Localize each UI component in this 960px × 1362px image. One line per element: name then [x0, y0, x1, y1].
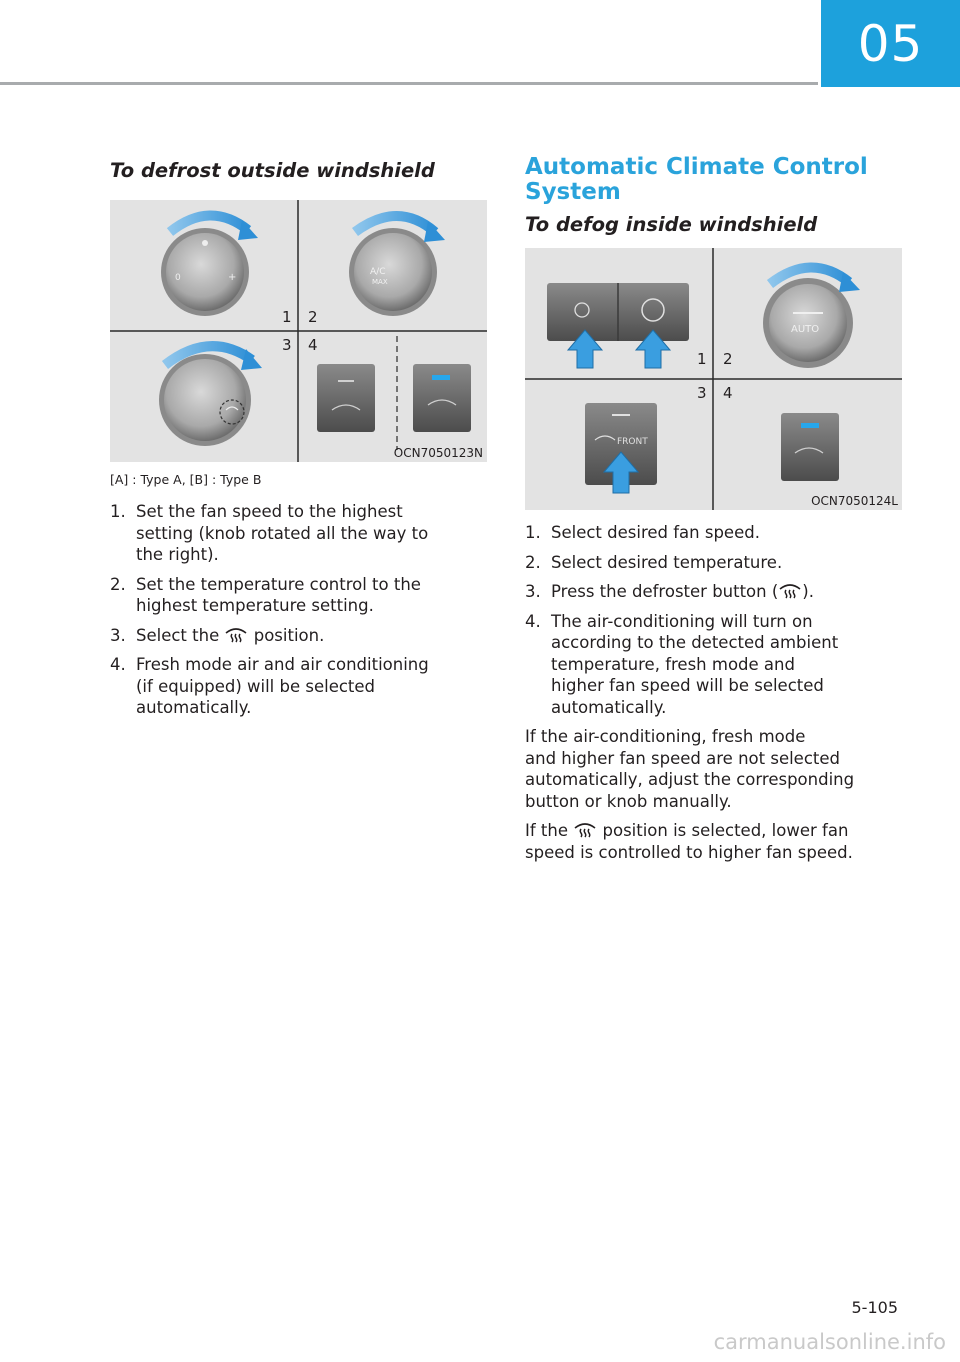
chapter-tab: 05 — [821, 0, 960, 87]
steps-defog-inside — [525, 522, 902, 718]
ac-label: A/C — [370, 267, 386, 277]
front-defrost-icon — [224, 626, 248, 644]
step-item: 1. Set the fan speed to the highest setting (knob rotated all the way to the right). — [110, 502, 429, 564]
temperature-knob — [349, 228, 437, 316]
right-column — [525, 155, 902, 871]
svg-text:+: + — [228, 272, 237, 283]
section-title: Automatic Climate Control System — [525, 154, 868, 205]
figure-defrost-outside — [110, 200, 487, 462]
figure-code-right: OCN7050124L — [811, 494, 898, 508]
front-defrost-icon — [573, 821, 597, 839]
panel-number-2: 2 — [723, 350, 733, 368]
paragraph-manual-adjust: If the air-conditioning, fresh mode and higher fan speed are not selected automatically, adjust the corresponding button or knob manually. — [525, 727, 855, 811]
steps-defrost-outside — [110, 501, 487, 719]
paragraph-fan-speed: If the position is selected, lower fan speed is controlled to higher fan speed. — [525, 821, 853, 862]
subheading-defog-inside: To defog inside windshield — [525, 213, 818, 236]
max-label: MAX — [372, 278, 388, 286]
step-item: 3. Press the defroster button ( ). — [525, 582, 814, 601]
panel-number-2: 2 — [308, 308, 318, 326]
figure-caption: [A] : Type A, [B] : Type B — [110, 472, 262, 487]
auto-climate-panel-illustration — [525, 248, 902, 510]
step-item: 4. Fresh mode air and air conditioning (if equipped) will be selected automatically. — [110, 655, 429, 717]
climate-panel-illustration — [110, 200, 487, 462]
mode-knob — [159, 354, 251, 446]
page-number: 5-105 — [851, 1298, 898, 1317]
panel-number-4: 4 — [723, 384, 733, 402]
step-item: 1. Select desired fan speed. — [525, 523, 760, 542]
rear-defrost-button — [413, 364, 471, 432]
front-label: FRONT — [617, 437, 648, 447]
header-rule — [0, 82, 818, 85]
subheading-defrost-outside: To defrost outside windshield — [110, 159, 435, 182]
step-item: 2. Select desired temperature. — [525, 552, 783, 572]
step-item: 4. The air-conditioning will turn on according to the detected ambient temperature, fresh mode and higher fan speed will be selected automatically. — [525, 611, 839, 717]
fan-speed-buttons — [547, 283, 689, 341]
panel-number-3: 3 — [282, 336, 292, 354]
fan-knob — [161, 228, 249, 316]
fan-zero-label: 0 — [175, 273, 181, 283]
step-item: 3. Select the position. — [110, 625, 325, 645]
front-defrost-icon — [778, 582, 802, 600]
recirculation-button — [317, 364, 375, 432]
panel-number-3: 3 — [697, 384, 707, 402]
panel-number-4: 4 — [308, 336, 318, 354]
auto-label: AUTO — [791, 324, 820, 335]
fan-icon — [202, 240, 208, 246]
figure-code-left: OCN7050123N — [393, 446, 483, 460]
watermark: carmanualsonline.info — [713, 1330, 946, 1354]
panel-number-1: 1 — [282, 308, 292, 326]
left-column — [110, 155, 487, 727]
figure-defog-inside — [525, 248, 902, 510]
step-item: 2. Set the temperature control to the highest temperature setting. — [110, 574, 421, 615]
panel-number-1: 1 — [697, 350, 707, 368]
rear-defrost-button — [781, 413, 839, 481]
